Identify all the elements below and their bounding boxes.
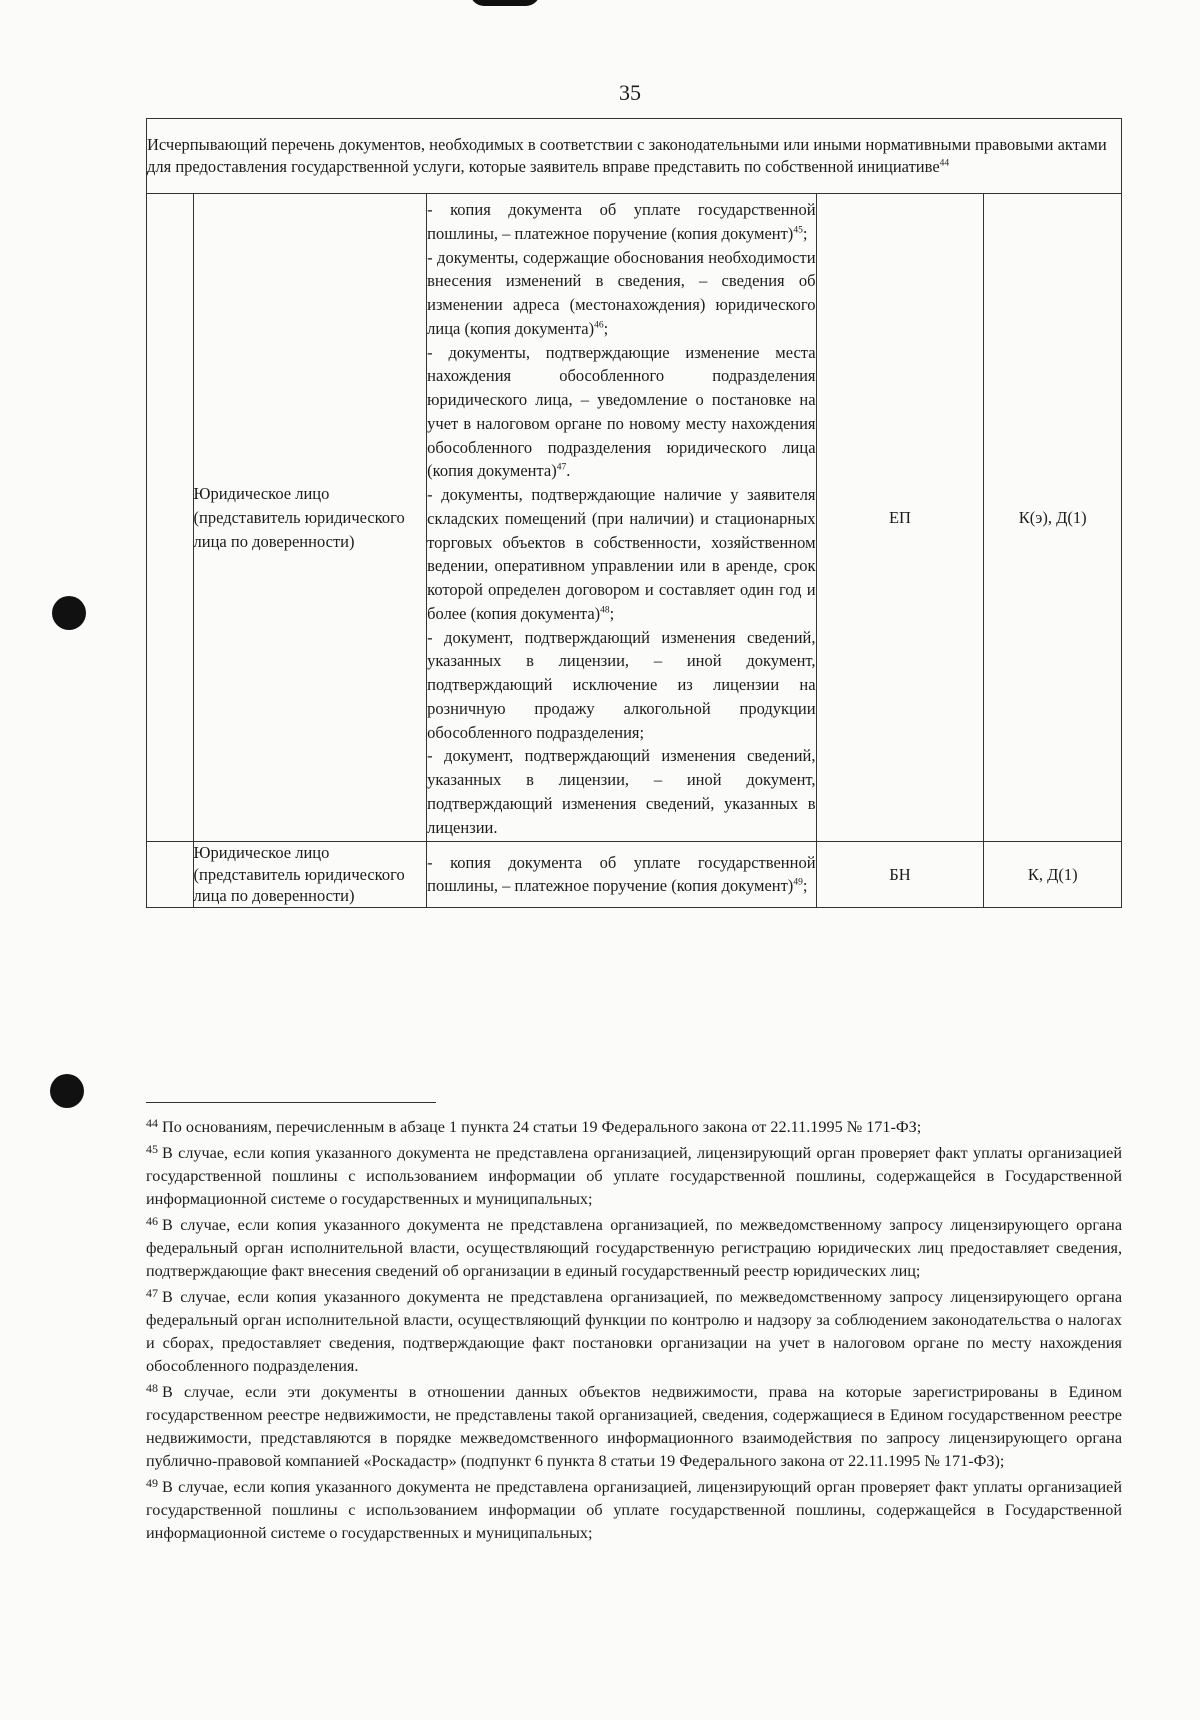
- method-cell: [984, 194, 1122, 842]
- empty-cell: [147, 194, 194, 842]
- document-item: - документы, подтверждающие наличие у заявителя складских помещений (при наличии) и стационарных торговых объектов в собственности, хозяйственном ведении, оперативном управлении или в аренде, срок которой определен договором и составляет один год и более (копия документа)$^{48}$;: [427, 485, 816, 623]
- document-item: - копия документа об уплате государственной пошлины, – платежное поручение (копия документ)$^{45}$;: [427, 200, 816, 243]
- form-cell: [816, 194, 984, 842]
- form-cell: [816, 842, 984, 907]
- document-item: - документ, подтверждающий изменения сведений, указанных в лицензии, – иной документ, подтверждающий изменения сведений, указанных в лицензии.: [427, 746, 816, 837]
- applicant-text: Юридическое лицо (представитель юридического лица по доверенности): [193, 843, 405, 906]
- documents-cell: [427, 194, 816, 842]
- table-header-row: [147, 119, 1122, 194]
- footnote: $^{49}$ В случае, если копия указанного документа не представлена организацией, лицензирующий орган проверяет факт уплаты организацией государственной пошлины с использованием информации об уплате государственной пошлины, содержащейся в Государственной информационной системе о государственных и муниципальных;: [146, 1476, 1122, 1542]
- method-value: К, Д(1): [1027, 864, 1078, 884]
- footnote: $^{45}$ В случае, если копия указанного документа не представлена организацией, лицензирующий орган проверяет факт уплаты организацией государственной пошлины с использованием информации об уплате государственной пошлины, содержащейся в Государственной информационной системе о государственных и муниципальных;: [146, 1142, 1122, 1208]
- form-value: ЕП: [888, 507, 911, 527]
- applicant-text: Юридическое лицо (представитель юридического лица по доверенности): [193, 484, 405, 551]
- document-item: - документ, подтверждающий изменения сведений, указанных в лицензии, – иной документ, подтверждающий исключение из лицензии на розничную продажу алкогольной продукции обособленного подразделения;: [427, 627, 816, 742]
- scan-mark-top: [470, 0, 540, 6]
- footnote: $^{46}$ В случае, если копия указанного документа не представлена организацией, по межведомственному запросу лицензирующего органа федеральный орган исполнительной власти, осуществляющий государственную регистрацию юридических лиц предоставляет сведения, подтверждающие факт внесения сведений об организации в единый государственный реестр юридических лиц;: [146, 1214, 1122, 1280]
- footnote-divider: [146, 1102, 436, 1103]
- empty-cell: [147, 842, 194, 907]
- method-value: К(э), Д(1): [1018, 507, 1087, 527]
- applicant-cell: [193, 194, 427, 842]
- form-value: БН: [889, 864, 911, 884]
- punch-hole-bottom: [50, 1074, 84, 1108]
- table-header-text: Исчерпывающий перечень документов, необходимых в соответствии с законодательными или иными нормативными правовыми актами для предоставления государственной услуги, которые заявитель вправе представить по собственной инициативе: [147, 135, 1107, 176]
- table-header-footnote-ref: 44: [939, 158, 950, 169]
- applicant-cell: [193, 842, 427, 907]
- footnote: $^{48}$ В случае, если эти документы в отношении данных объектов недвижимости, права на которые зарегистрированы в Едином государственном реестре недвижимости, не представлены такой организацией, сведения, содержащиеся в Едином государственном реестре недвижимости, представляются в порядке межведомственного информационного взаимодействия по запросу лицензирующего органа публично-правовой компанией «Роскадастр» (подпункт 6 пункта 8 статьи 19 Федерального закона от 22.11.1995 № 171-ФЗ);: [146, 1381, 1122, 1470]
- page-number: 35: [619, 80, 641, 105]
- method-cell: [984, 842, 1122, 907]
- table-header-cell: [147, 119, 1122, 194]
- footnote: $^{47}$ В случае, если копия указанного документа не представлена организацией, по межведомственному запросу лицензирующего органа федеральный орган исполнительной власти, осуществляющий функции по контролю и надзору за соблюдением законодательства о налогах и сборах, предоставляет сведения, подтверждающие факт постановки организации на учет в налоговом органе по месту нахождения обособленного подразделения.: [146, 1286, 1122, 1375]
- table-row: [147, 842, 1122, 907]
- footnote: $^{44}$ По основаниям, перечисленным в абзаце 1 пункта 24 статьи 19 Федерального закона от 22.11.1995 № 171-ФЗ;: [146, 1116, 922, 1136]
- footnotes: [146, 1115, 1122, 1547]
- documents-table: [146, 118, 1122, 908]
- document-item: - документы, содержащие обоснования необходимости внесения изменений в сведения, – сведения об изменении адреса (местонахождения) юридического лица (копия документа)$^{46}$;: [427, 247, 816, 338]
- table-row: [147, 194, 1122, 842]
- documents-cell: [427, 842, 816, 907]
- punch-hole-top: [52, 596, 86, 630]
- document-item: - документы, подтверждающие изменение места нахождения обособленного подразделения юридического лица, – уведомление о постановке на учет в налоговом органе по новому месту нахождения обособленного подразделения юридического лица (копия документа)$^{47}$.: [427, 342, 816, 481]
- document-item: - копия документа об уплате государственной пошлины, – платежное поручение (копия документ)$^{49}$;: [427, 852, 816, 896]
